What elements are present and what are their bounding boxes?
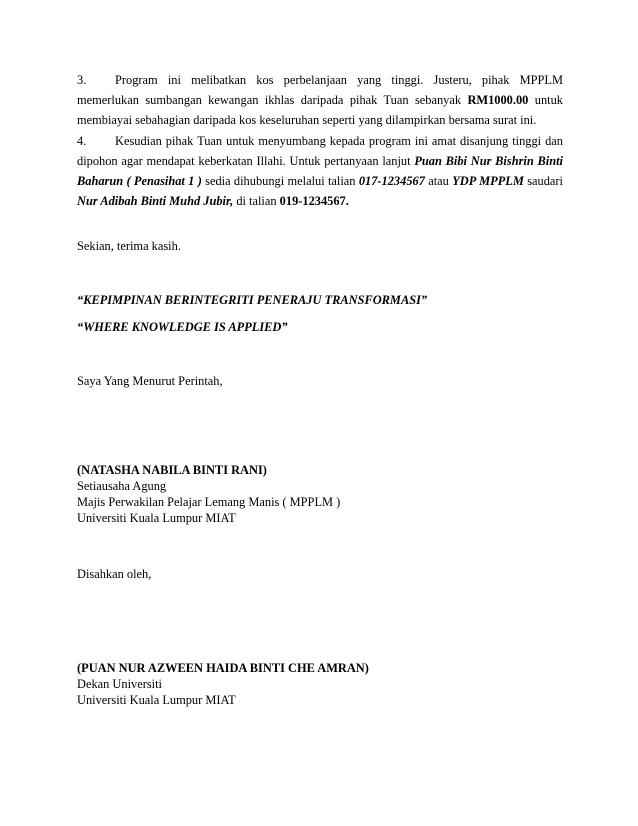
contact-1-name: Puan Bibi Nur Bishrin Binti Baharun ( Penasihat 1 ) [77,154,563,188]
donation-amount: RM1000.00 [467,93,529,107]
signatory-2-title: Dekan Universiti [77,677,162,691]
paragraph-4-text-a: Kesudian pihak Tuan untuk menyumbang kepada program ini amat disanjung tinggi dan dipohon agar mendapat keberkatan Illahi. Untuk pertanyaan lanjut [77,134,563,168]
paragraph-4-text-d: saudari [523,174,563,188]
signatory-2-institution: Universiti Kuala Lumpur MIAT [77,693,236,707]
paragraph-3-text-a: Program ini melibatkan kos perbelanjaan yang tinggi. Justeru, pihak MPPLM memerlukan sumbangan kewangan ikhlas daripada pihak Tuan sebanyak [77,73,563,107]
contact-1-phone: 017-1234567 [358,174,425,188]
signatory-2-name: (PUAN NUR AZWEEN HAIDA BINTI CHE AMRAN) [77,661,369,675]
paragraph-4 [77,131,563,211]
signatory-1-org: Majis Perwakilan Pelajar Lemang Manis ( MPPLM ) [77,495,341,509]
signatory-1-name: (NATASHA NABILA BINTI RANI) [77,463,267,477]
paragraph-3-text-b: untuk membiayai sebahagian daripada kos keseluruhan seperti yang dilampirkan bersama surat ini. [77,93,563,127]
contact-2-phone: 019-1234567. [279,194,349,208]
motto-2: “WHERE KNOWLEDGE IS APPLIED” [77,320,288,334]
closing-text: Sekian, terima kasih. [77,239,181,253]
signatory-1-title: Setiausaha Agung [77,479,167,493]
paragraph-4-text-b: sedia dihubungi melalui talian [201,174,359,188]
sign-off: Saya Yang Menurut Perintah, [77,374,223,388]
paragraph-4-text-c: atau [424,174,453,188]
motto-1: “KEPIMPINAN BERINTEGRITI PENERAJU TRANSFORMASI” [77,293,428,307]
signatory-1-institution: Universiti Kuala Lumpur MIAT [77,511,236,525]
contact-2-org: YDP MPPLM [452,174,524,188]
paragraph-4-number: 4. [77,134,87,148]
paragraph-3-number: 3. [77,73,87,87]
contact-2-name: Nur Adibah Binti Muhd Jubir, [77,194,234,208]
verified-by: Disahkan oleh, [77,567,152,581]
paragraph-3 [77,70,563,130]
paragraph-4-text-e: di talian [233,194,280,208]
